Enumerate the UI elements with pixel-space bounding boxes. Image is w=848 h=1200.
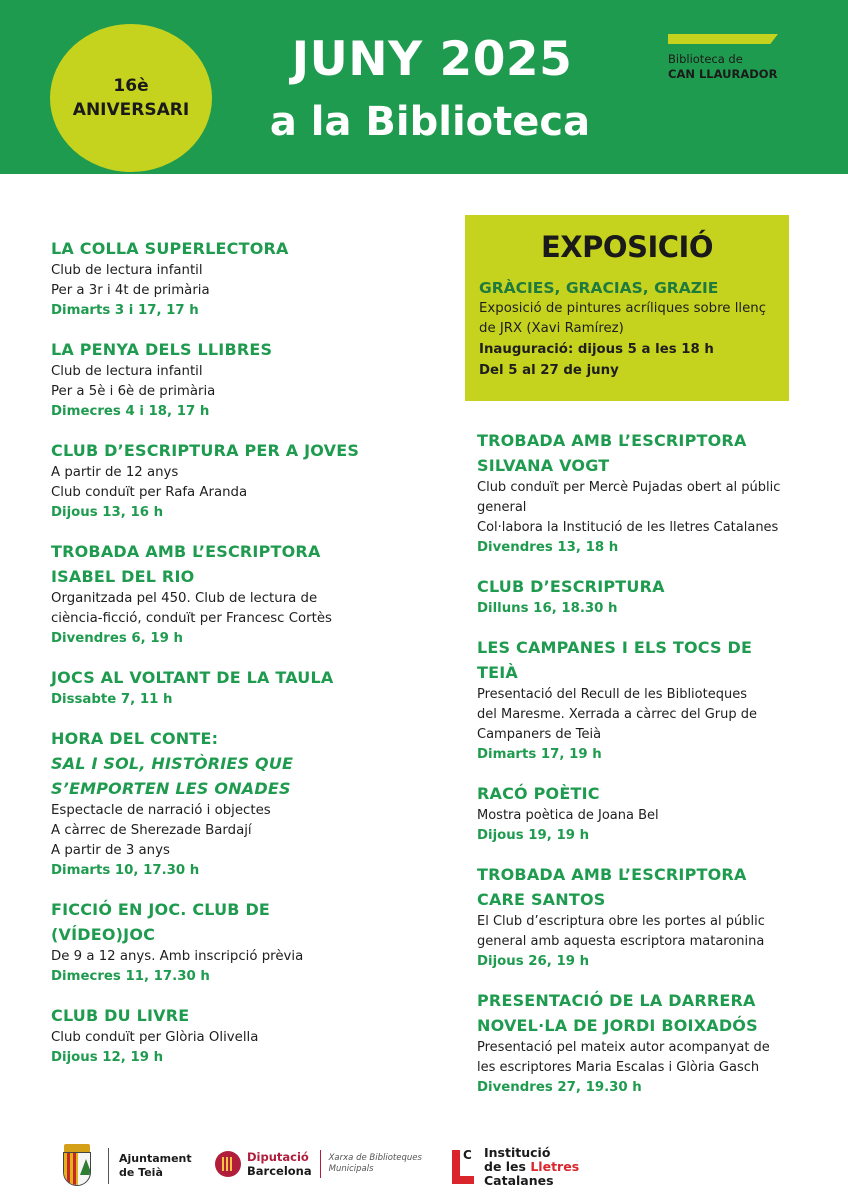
dipu-line1: Diputació <box>247 1150 309 1164</box>
anniversary-badge <box>50 24 212 172</box>
exposition-detail: Exposició de pintures acríliques sobre llenç <box>479 301 766 316</box>
dipu-net2: Municipals <box>328 1164 374 1174</box>
event-item <box>51 438 431 523</box>
event-date: Dilluns 16, 18.30 h <box>477 601 618 616</box>
event-title: LES CAMPANES I ELS TOCS DE TEIÀ <box>477 638 753 682</box>
event-title: S’EMPORTEN LES ONADES <box>51 779 291 798</box>
event-date: Dimecres 4 i 18, 17 h <box>51 404 210 419</box>
exposition-period: Del 5 al 27 de juny <box>479 363 619 378</box>
event-title: RACÓ POÈTIC <box>477 784 600 803</box>
header-band <box>0 0 848 174</box>
event-detail: A càrrec de Sherezade Bardají <box>51 823 252 838</box>
event-detail: general <box>477 500 527 515</box>
event-detail: les escriptores Maria Escalas i Glòria Gasch <box>477 1060 760 1075</box>
event-detail: general amb aquesta escriptora mataronina <box>477 934 765 949</box>
event-date: Divendres 13, 18 h <box>477 540 619 555</box>
xarxa-biblioteques-text <box>329 1153 422 1175</box>
event-detail: A partir de 12 anys <box>51 465 179 480</box>
event-title: TROBADA AMB L’ESCRIPTORA <box>477 431 747 450</box>
event-detail: Presentació del Recull de les Biblioteques <box>477 687 747 702</box>
dipu-line2: Barcelona <box>247 1164 312 1178</box>
ilc-logo-text <box>484 1146 579 1188</box>
event-item <box>51 236 431 321</box>
event-date: Divendres 6, 19 h <box>51 631 183 646</box>
event-title: ISABEL DEL RIO <box>51 567 195 586</box>
event-title: LA PENYA DELS LLIBRES <box>51 340 273 359</box>
event-title: SILVANA VOGT <box>477 456 610 475</box>
event-detail: del Maresme. Xerrada a càrrec del Grup de <box>477 707 757 722</box>
event-item <box>477 574 792 619</box>
badge-number: 16è <box>113 76 149 96</box>
event-detail: Club conduït per Rafa Aranda <box>51 485 248 500</box>
teia-line1: Ajuntament <box>119 1152 192 1165</box>
library-logo-line2: CAN LLAURADOR <box>668 67 778 81</box>
page-subtitle: a la Biblioteca <box>269 99 591 145</box>
exposition-opening: Inauguració: dijous 5 a les 18 h <box>479 342 714 357</box>
event-date: Dijous 19, 19 h <box>477 828 590 843</box>
exposition-title: GRÀCIES, GRACIAS, GRAZIE <box>479 279 719 297</box>
diputacio-barcelona-logo <box>215 1150 422 1178</box>
badge-label: ANIVERSARI <box>72 100 190 120</box>
exposition-heading: EXPOSICIÓ <box>541 230 713 264</box>
event-detail: Organitzada pel 450. Club de lectura de <box>51 591 318 606</box>
ilc-corner-letter: C <box>463 1148 472 1162</box>
event-item <box>477 428 792 558</box>
event-item <box>51 1003 431 1068</box>
event-date: Dimarts 10, 17.30 h <box>51 863 200 878</box>
logo-divider <box>108 1148 109 1184</box>
event-detail: Club de lectura infantil <box>51 364 203 379</box>
event-title: CARE SANTOS <box>477 890 606 909</box>
event-item <box>51 897 431 987</box>
event-detail: Club de lectura infantil <box>51 263 203 278</box>
ilc-emblem-icon <box>452 1150 476 1184</box>
event-title: JOCS AL VOLTANT DE LA TAULA <box>51 668 334 687</box>
event-item <box>51 665 431 710</box>
event-detail: De 9 a 12 anys. Amb inscripció prèvia <box>51 949 304 964</box>
event-item <box>51 337 431 422</box>
event-title: CLUB DU LIVRE <box>51 1006 190 1025</box>
dipu-net1: Xarxa de Biblioteques <box>328 1153 422 1163</box>
event-detail: Campaners de Teià <box>477 727 602 742</box>
event-title: NOVEL·LA DE JORDI BOIXADÓS <box>477 1016 758 1035</box>
library-logo-bar <box>668 34 778 44</box>
logo-divider <box>320 1150 321 1178</box>
event-detail: Espectacle de narració i objectes <box>51 803 271 818</box>
diputacio-name <box>247 1150 312 1178</box>
teia-line2: de Teià <box>119 1166 163 1179</box>
event-detail: Mostra poètica de Joana Bel <box>477 808 659 823</box>
event-item <box>51 539 431 649</box>
event-title: CLUB D’ESCRIPTURA <box>477 577 665 596</box>
event-detail: Presentació pel mateix autor acompanyat de <box>477 1040 770 1055</box>
event-date: Divendres 27, 19.30 h <box>477 1080 642 1095</box>
event-title: SAL I SOL, HISTÒRIES QUE <box>51 754 294 773</box>
diputacio-emblem-icon <box>215 1151 241 1177</box>
event-item <box>477 988 792 1098</box>
left-events-column <box>51 236 431 1084</box>
event-item <box>477 635 792 765</box>
event-date: Dijous 13, 16 h <box>51 505 164 520</box>
ajuntament-teia-logo <box>60 1144 192 1188</box>
library-logo <box>668 52 777 82</box>
event-date: Dijous 12, 19 h <box>51 1050 164 1065</box>
event-item <box>477 781 792 846</box>
event-title: CLUB D’ESCRIPTURA PER A JOVES <box>51 441 360 460</box>
event-title: TROBADA AMB L’ESCRIPTORA <box>477 865 747 884</box>
event-detail: Club conduït per Mercè Pujadas obert al públic <box>477 480 781 495</box>
event-title: HORA DEL CONTE: <box>51 729 219 748</box>
ilc-line3: Catalanes <box>484 1173 554 1188</box>
exposition-box <box>465 215 789 401</box>
event-title: FICCIÓ EN JOC. CLUB DE <box>51 900 271 919</box>
event-detail: ciència-ficció, conduït per Francesc Cortès <box>51 611 332 626</box>
event-title: TROBADA AMB L’ESCRIPTORA <box>51 542 321 561</box>
event-title: (VÍDEO)JOC <box>51 925 156 944</box>
event-detail: Per a 5è i 6è de primària <box>51 384 216 399</box>
footer-logos <box>0 1140 848 1200</box>
event-detail: A partir de 3 anys <box>51 843 170 858</box>
event-date: Dimarts 17, 19 h <box>477 747 602 762</box>
event-detail: Club conduït per Glòria Olivella <box>51 1030 259 1045</box>
event-date: Dissabte 7, 11 h <box>51 692 173 707</box>
event-detail: El Club d’escriptura obre les portes al públic <box>477 914 765 929</box>
event-detail: Per a 3r i 4t de primària <box>51 283 210 298</box>
event-detail: Col·labora la Institució de les lletres Catalanes <box>477 520 779 535</box>
page-title: JUNY 2025 <box>291 32 573 87</box>
event-title: PRESENTACIÓ DE LA DARRERA <box>477 991 756 1010</box>
ilc-line2a: de les <box>484 1159 531 1174</box>
exposition-detail: de JRX (Xavi Ramírez) <box>479 321 624 336</box>
event-date: Dimecres 11, 17.30 h <box>51 969 210 984</box>
ilc-line2b: Lletres <box>530 1159 580 1174</box>
event-title: LA COLLA SUPERLECTORA <box>51 239 289 258</box>
event-date: Dijous 26, 19 h <box>477 954 590 969</box>
library-logo-line1: Biblioteca de <box>668 52 743 66</box>
institucio-lletres-catalanes-logo <box>452 1146 579 1188</box>
right-events-column <box>477 428 792 1114</box>
teia-shield-icon <box>60 1144 94 1188</box>
event-item <box>51 726 431 881</box>
event-date: Dimarts 3 i 17, 17 h <box>51 303 199 318</box>
ilc-line1: Institució <box>484 1145 551 1160</box>
event-item <box>477 862 792 972</box>
teia-logo-text <box>119 1152 192 1180</box>
